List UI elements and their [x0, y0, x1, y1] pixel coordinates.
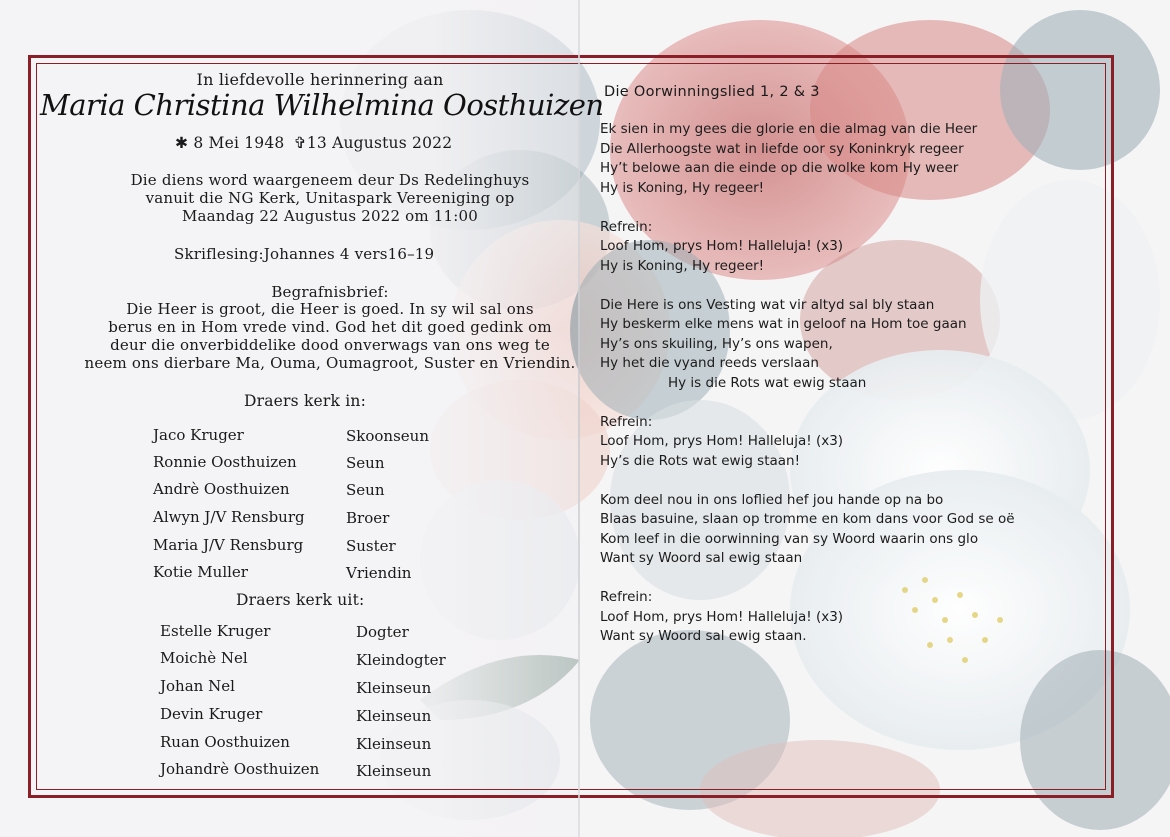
- birth-date: 8 Mei 1948: [193, 134, 285, 152]
- bearer-in-name: Maria J/V Rensburg: [153, 536, 304, 554]
- lyric-line: [600, 198, 1015, 218]
- deceased-name: Maria Christina Wilhelmina Oosthuizen: [40, 88, 604, 122]
- lyric-line: Hy’t belowe aan die einde op die wolke kom Hy weer: [600, 160, 959, 176]
- bearer-in-relation: Skoonseun: [346, 427, 429, 445]
- death-cross-icon: ✞: [293, 134, 307, 152]
- refrain-label: Refrein:: [600, 413, 653, 430]
- lyric-line: [600, 471, 1015, 491]
- lyric-line: Kom leef in die oorwinning van sy Woord waarin ons glo: [600, 530, 979, 547]
- song-lyrics: [600, 120, 1015, 647]
- service-line-1: Die diens word waargeneem deur Ds Redelinghuys: [130, 171, 530, 189]
- lyric-line: [600, 569, 1015, 589]
- bearer-out-relation: Dogter: [356, 623, 409, 641]
- lyric-line: Hy beskerm elke mens wat in geloof na Hom toe gaan: [600, 316, 967, 332]
- lyric-line: [600, 393, 1015, 413]
- bearer-out-relation: Kleindogter: [356, 651, 446, 669]
- bearer-in-name: Alwyn J/V Rensburg: [153, 508, 305, 526]
- bearer-out-name: Ruan Oosthuizen: [160, 733, 290, 751]
- lyric-line: Want sy Woord sal ewig staan.: [600, 628, 807, 644]
- bearer-out-name: Johandrè Oosthuizen: [160, 760, 320, 778]
- lyric-line: Die Allerhoogste wat in liefde oor sy Koninkryk regeer: [600, 140, 964, 157]
- lyric-line: Loof Hom, prys Hom! Halleluja! (x3): [600, 433, 844, 449]
- bearer-in-name: Andrè Oosthuizen: [153, 480, 290, 498]
- lyric-line: Hy is Koning, Hy regeer!: [600, 179, 765, 196]
- lyric-line: Ek sien in my gees die glorie en die almag van die Heer: [600, 121, 978, 137]
- bearers-out-title: Draers kerk uit:: [236, 591, 365, 609]
- bearer-out-relation: Kleinseun: [356, 762, 432, 780]
- lyric-line: Die Here is ons Vesting wat vir altyd sal bly staan: [600, 296, 935, 313]
- burial-line: neem ons dierbare Ma, Ouma, Oumagroot, Suster en Vriendin.: [84, 354, 576, 372]
- lyric-line: Want sy Woord sal ewig staan: [600, 550, 803, 566]
- bearer-in-relation: Vriendin: [346, 564, 412, 582]
- bearer-out-relation: Kleinseun: [356, 679, 432, 697]
- service-line-2: vanuit die NG Kerk, Unitaspark Vereeniging op: [145, 189, 515, 207]
- lyric-line: Kom deel nou in ons loflied hef jou hande op na bo: [600, 491, 944, 508]
- lyric-line: [600, 276, 1015, 296]
- lyric-line: Hy’s ons skuiling, Hy’s ons wapen,: [600, 335, 833, 352]
- bearer-in-name: Ronnie Oosthuizen: [153, 453, 297, 471]
- bearer-out-relation: Kleinseun: [356, 735, 432, 753]
- dates-line: [175, 134, 452, 152]
- burial-line: Die Heer is groot, die Heer is goed. In sy wil sal ons: [126, 300, 534, 318]
- bearer-out-name: Johan Nel: [160, 677, 235, 695]
- lyric-line: Hy’s die Rots wat ewig staan!: [600, 452, 801, 469]
- page-fold: [578, 0, 580, 837]
- intro-text: In liefdevolle herinnering aan: [196, 70, 444, 89]
- lyric-line: Hy is Koning, Hy regeer!: [600, 257, 765, 274]
- burial-title: Begrafnisbrief:: [271, 283, 389, 301]
- service-line-3: Maandag 22 Augustus 2022 om 11:00: [181, 207, 479, 225]
- bearer-out-name: Devin Kruger: [160, 705, 263, 723]
- bearer-in-relation: Suster: [346, 537, 396, 555]
- bearer-in-name: Kotie Muller: [153, 563, 248, 581]
- refrain-label: Refrein:: [600, 589, 653, 605]
- bearers-in-title: Draers kerk in:: [244, 392, 366, 410]
- bearer-in-relation: Seun: [346, 481, 385, 499]
- bearer-out-name: Estelle Kruger: [160, 622, 271, 640]
- lyric-line: Loof Hom, prys Hom! Halleluja! (x3): [600, 238, 844, 254]
- lyric-line: Hy het die vyand reeds verslaan: [600, 355, 819, 371]
- bearer-out-relation: Kleinseun: [356, 707, 432, 725]
- burial-line: deur die onverbiddelike dood onverwags van ons weg te: [110, 336, 550, 354]
- birth-star-icon: ✱: [175, 134, 189, 152]
- bearer-in-relation: Seun: [346, 454, 385, 472]
- bearer-in-relation: Broer: [346, 509, 390, 527]
- death-date: 13 Augustus 2022: [306, 134, 453, 152]
- bearer-in-name: Jaco Kruger: [153, 426, 244, 444]
- refrain-label: Refrein:: [600, 218, 653, 235]
- lyric-line: Blaas basuine, slaan op tromme en kom dans voor God se oë: [600, 511, 1015, 527]
- lyric-line: Hy is die Rots wat ewig staan: [668, 374, 867, 391]
- scripture-reading: Skriflesing:Johannes 4 vers16–19: [174, 245, 435, 263]
- song-title: Die Oorwinningslied 1, 2 & 3: [604, 84, 820, 100]
- lyric-line: Loof Hom, prys Hom! Halleluja! (x3): [600, 608, 844, 625]
- bearer-out-name: Moichè Nel: [160, 649, 248, 667]
- burial-line: berus en in Hom vrede vind. God het dit goed gedink om: [108, 318, 552, 336]
